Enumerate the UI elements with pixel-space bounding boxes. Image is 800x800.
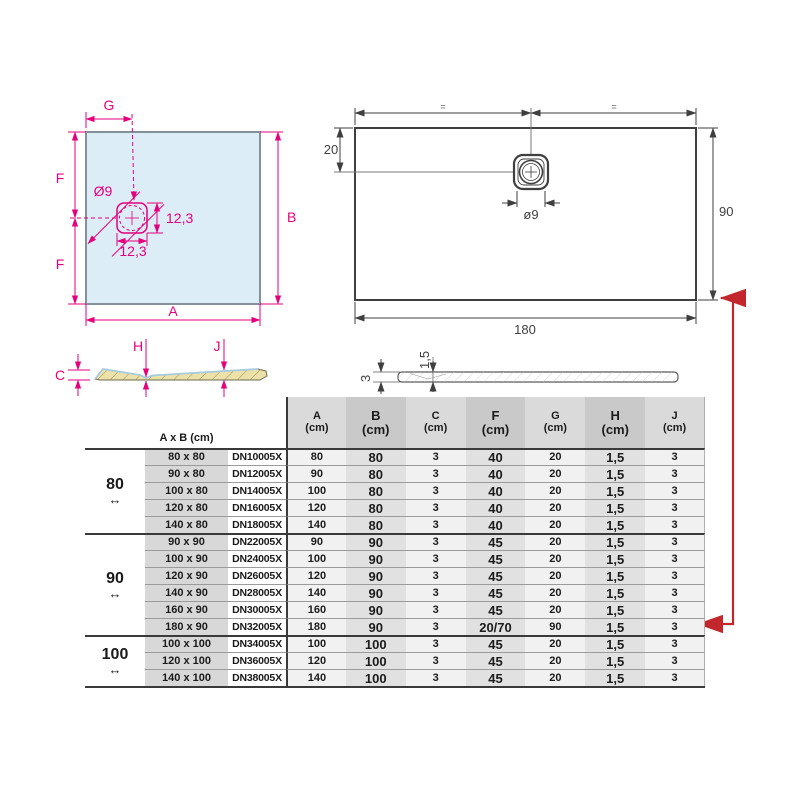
value-cell: 120 [286, 499, 346, 516]
dim-c-label: C [54, 367, 66, 383]
header-code-spacer [228, 397, 286, 448]
square-tray-drawing [40, 90, 320, 350]
profile-right-drawing [360, 337, 690, 395]
column-header-b: B (cm) [346, 397, 406, 448]
column-header-f: F (cm) [466, 397, 526, 448]
size-cell: 120 x 90 [145, 567, 228, 584]
value-cell: 1,5 [585, 448, 645, 465]
value-cell: 1,5 [585, 567, 645, 584]
value-cell: 90 [346, 601, 406, 618]
code-cell: DN18005X [228, 516, 286, 533]
equal-mark-right: = [611, 102, 617, 112]
value-cell: 20 [525, 465, 585, 482]
width-arrow-icon: ↔ [108, 492, 122, 507]
value-cell: 20 [525, 584, 585, 601]
value-cell: 3 [406, 584, 466, 601]
code-cell: DN32005X [228, 618, 286, 635]
value-cell: 45 [466, 635, 526, 652]
value-cell: 90 [346, 550, 406, 567]
value-cell: 20 [525, 448, 585, 465]
value-cell: 120 [286, 652, 346, 669]
value-cell: 1,5 [585, 635, 645, 652]
value-cell: 1,5 [585, 601, 645, 618]
value-cell: 1,5 [585, 482, 645, 499]
equal-mark-left: = [440, 102, 446, 112]
group-label: 100 [101, 646, 129, 663]
value-cell: 40 [466, 465, 526, 482]
value-cell: 3 [645, 533, 705, 550]
value-cell: 3 [406, 448, 466, 465]
value-cell: 20 [525, 635, 585, 652]
dim-a-label: A [168, 303, 178, 319]
value-cell: 100 [346, 635, 406, 652]
value-cell: 3 [645, 669, 705, 686]
spec-table [85, 397, 705, 688]
column-header-c: C (cm) [406, 397, 466, 448]
group-cell-80 [85, 448, 145, 533]
dim-f-bottom-label: F [55, 256, 65, 272]
value-cell: 3 [645, 567, 705, 584]
value-cell: 3 [406, 601, 466, 618]
value-cell: 1,5 [585, 533, 645, 550]
value-cell: 3 [406, 533, 466, 550]
value-cell: 1,5 [585, 516, 645, 533]
dim-h-label: H [132, 338, 144, 354]
value-cell: 45 [466, 601, 526, 618]
group-cell-100 [85, 635, 145, 686]
dim-b-label: B [287, 209, 297, 225]
value-cell: 1,5 [585, 550, 645, 567]
value-cell: 80 [346, 482, 406, 499]
drain-height-label: 12,3 [166, 210, 194, 226]
group-cell-90 [85, 533, 145, 635]
dim-g-label: G [103, 97, 115, 113]
code-cell: DN26005X [228, 567, 286, 584]
dim-f-top-label: F [55, 170, 65, 186]
value-cell: 3 [645, 465, 705, 482]
value-cell: 90 [286, 465, 346, 482]
size-cell: 180 x 90 [145, 618, 228, 635]
size-cell: 120 x 100 [145, 652, 228, 669]
value-cell: 80 [346, 448, 406, 465]
value-cell: 80 [346, 465, 406, 482]
value-cell: 3 [406, 567, 466, 584]
code-cell: DN34005X [228, 635, 286, 652]
value-cell: 1,5 [585, 584, 645, 601]
value-cell: 3 [406, 652, 466, 669]
code-cell: DN22005X [228, 533, 286, 550]
code-cell: DN16005X [228, 499, 286, 516]
value-cell: 20 [525, 550, 585, 567]
value-cell: 20/70 [466, 618, 526, 635]
value-cell: 1,5 [585, 499, 645, 516]
value-cell: 100 [286, 482, 346, 499]
value-cell: 20 [525, 482, 585, 499]
value-cell: 20 [525, 669, 585, 686]
code-cell: DN10005X [228, 448, 286, 465]
size-cell: 140 x 90 [145, 584, 228, 601]
value-cell: 20 [525, 499, 585, 516]
value-cell: 3 [406, 618, 466, 635]
code-cell: DN24005X [228, 550, 286, 567]
value-cell: 80 [346, 499, 406, 516]
value-cell: 3 [406, 465, 466, 482]
code-cell: DN14005X [228, 482, 286, 499]
size-cell: 90 x 80 [145, 465, 228, 482]
value-cell: 90 [346, 533, 406, 550]
code-cell: DN36005X [228, 652, 286, 669]
value-cell: 20 [525, 567, 585, 584]
code-cell: DN30005X [228, 601, 286, 618]
drain-diameter-label: Ø9 [93, 183, 113, 199]
value-cell: 3 [645, 601, 705, 618]
value-cell: 100 [346, 652, 406, 669]
width-arrow-icon: ↔ [108, 585, 122, 601]
value-cell: 20 [525, 516, 585, 533]
value-cell: 80 [286, 448, 346, 465]
value-cell: 45 [466, 669, 526, 686]
value-cell: 140 [286, 584, 346, 601]
size-cell: 160 x 90 [145, 601, 228, 618]
value-cell: 40 [466, 516, 526, 533]
size-cell: 100 x 90 [145, 550, 228, 567]
drain-rect-drawing [514, 155, 548, 189]
value-cell: 100 [286, 550, 346, 567]
value-cell: 1,5 [585, 669, 645, 686]
value-cell: 3 [406, 499, 466, 516]
value-cell: 45 [466, 652, 526, 669]
value-cell: 20 [525, 652, 585, 669]
code-cell: DN28005X [228, 584, 286, 601]
value-cell: 3 [645, 652, 705, 669]
group-label: 80 [106, 476, 124, 493]
size-cell: 120 x 80 [145, 499, 228, 516]
value-cell: 1,5 [585, 465, 645, 482]
rect-tray-drawing [320, 95, 740, 340]
value-cell: 100 [346, 669, 406, 686]
value-cell: 3 [645, 635, 705, 652]
value-cell: 3 [645, 448, 705, 465]
drain-width-label: 12,3 [119, 243, 147, 259]
size-cell: 140 x 80 [145, 516, 228, 533]
dim-90-label: 90 [719, 204, 734, 219]
value-cell: 3 [406, 635, 466, 652]
value-cell: 120 [286, 567, 346, 584]
value-cell: 90 [525, 618, 585, 635]
group-label: 90 [106, 569, 124, 587]
value-cell: 3 [645, 482, 705, 499]
column-header-g: G (cm) [525, 397, 585, 448]
size-cell: 100 x 80 [145, 482, 228, 499]
column-header-j: J (cm) [645, 397, 705, 448]
column-header-h: H (cm) [585, 397, 645, 448]
column-header-a: A (cm) [286, 397, 346, 448]
value-cell: 3 [645, 499, 705, 516]
value-cell: 45 [466, 584, 526, 601]
code-cell: DN38005X [228, 669, 286, 686]
value-cell: 90 [346, 567, 406, 584]
value-cell: 90 [346, 584, 406, 601]
dim-180-label: 180 [514, 322, 536, 337]
size-cell: 90 x 90 [145, 533, 228, 550]
dim-j-label: J [213, 338, 221, 354]
header-group-spacer [85, 397, 145, 448]
value-cell: 100 [286, 635, 346, 652]
value-cell: 140 [286, 516, 346, 533]
size-column-header: A x B (cm) [145, 397, 228, 448]
value-cell: 3 [406, 516, 466, 533]
value-cell: 80 [346, 516, 406, 533]
value-cell: 3 [406, 669, 466, 686]
value-cell: 1,5 [585, 618, 645, 635]
dim-20-label: 20 [323, 142, 339, 157]
value-cell: 40 [466, 482, 526, 499]
value-cell: 3 [645, 584, 705, 601]
value-cell: 3 [645, 550, 705, 567]
value-cell: 3 [406, 550, 466, 567]
width-arrow-icon: ↔ [108, 662, 122, 677]
value-cell: 180 [286, 618, 346, 635]
size-cell: 80 x 80 [145, 448, 228, 465]
value-cell: 45 [466, 533, 526, 550]
drain-diameter-rect-label: ø9 [523, 207, 539, 222]
value-cell: 3 [645, 618, 705, 635]
dim-1-5-label: 1,5 [417, 350, 432, 369]
value-cell: 45 [466, 567, 526, 584]
dim-3-label: 3 [358, 374, 373, 382]
value-cell: 90 [286, 533, 346, 550]
size-cell: 140 x 100 [145, 669, 228, 686]
value-cell: 20 [525, 601, 585, 618]
size-cell: 100 x 100 [145, 635, 228, 652]
value-cell: 3 [645, 516, 705, 533]
value-cell: 40 [466, 499, 526, 516]
value-cell: 20 [525, 533, 585, 550]
value-cell: 140 [286, 669, 346, 686]
code-cell: DN12005X [228, 465, 286, 482]
value-cell: 40 [466, 448, 526, 465]
value-cell: 1,5 [585, 652, 645, 669]
value-cell: 3 [406, 482, 466, 499]
value-cell: 90 [346, 618, 406, 635]
value-cell: 160 [286, 601, 346, 618]
value-cell: 45 [466, 550, 526, 567]
